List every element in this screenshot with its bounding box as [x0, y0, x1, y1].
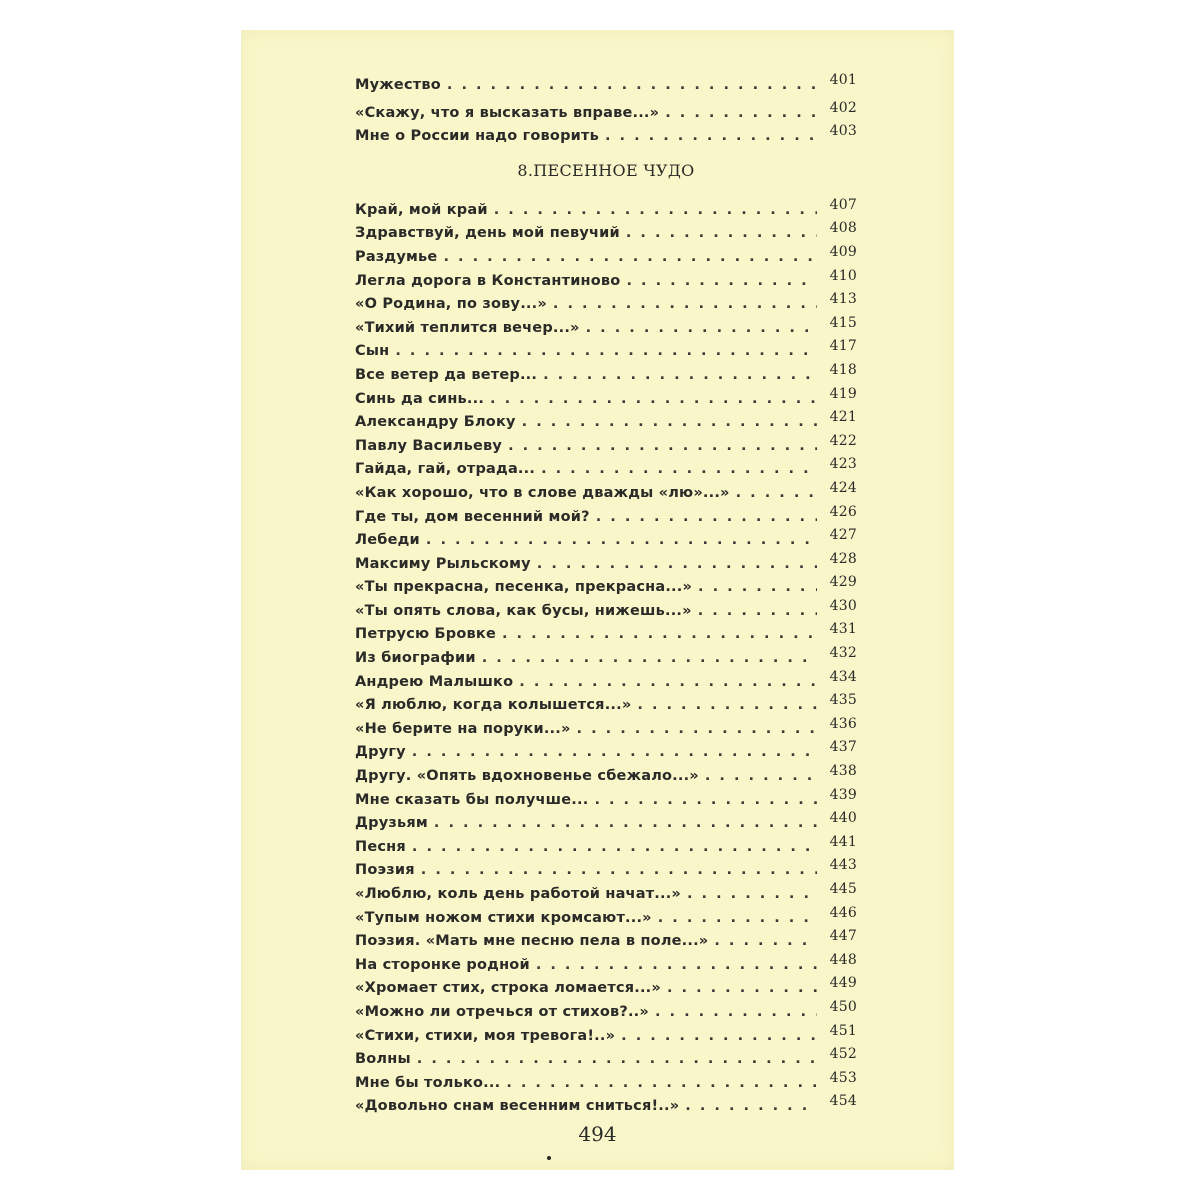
dot-leader	[698, 600, 817, 624]
toc-entry-page: 427	[829, 527, 857, 544]
dot-leader	[417, 1048, 817, 1072]
toc-entry	[355, 930, 857, 954]
toc-entry	[355, 125, 857, 149]
toc-entry	[355, 1048, 857, 1072]
toc-entry-page: 410	[829, 267, 857, 284]
dot-leader	[522, 411, 817, 435]
toc-entry-page: 435	[829, 692, 857, 709]
toc-entry	[355, 668, 857, 695]
toc-entry-title: Край, мой край	[355, 201, 488, 218]
toc-entry	[355, 479, 857, 506]
toc-entry-title: Другу	[355, 744, 406, 761]
toc-entry-page: 440	[829, 810, 857, 827]
toc-entry-title: Сын	[355, 343, 390, 360]
toc-entry-title: Легла дорога в Константиново	[355, 272, 621, 289]
toc-entry	[355, 597, 857, 624]
dot-leader	[395, 340, 817, 364]
toc-entry-title: Андрею Малышко	[355, 673, 514, 690]
dot-leader	[543, 364, 817, 388]
dot-leader	[494, 199, 817, 223]
toc-entry-page: 447	[829, 928, 857, 945]
dot-leader	[508, 435, 817, 459]
toc-entry	[355, 222, 857, 246]
toc-entry	[355, 1022, 857, 1049]
toc-entry-page: 437	[829, 739, 857, 756]
dot-leader	[705, 765, 817, 789]
dot-leader	[536, 954, 817, 978]
toc-section-entries	[355, 196, 857, 1119]
dot-leader	[637, 694, 817, 718]
dot-leader	[426, 529, 817, 553]
toc-entry	[355, 340, 857, 364]
toc-entry	[355, 196, 857, 223]
toc-entry-title: «Люблю, коль день работой начат...»	[355, 886, 681, 902]
toc-entry	[355, 812, 857, 836]
toc-entry-title: «Как хорошо, что в слове дважды «лю»...»	[355, 484, 730, 501]
dot-leader	[685, 1095, 817, 1119]
dot-leader	[421, 859, 817, 883]
dot-leader	[434, 812, 817, 836]
toc-entry-page: 438	[829, 763, 857, 780]
toc-entry	[355, 361, 857, 388]
dot-leader	[658, 907, 817, 931]
toc-entry-page: 436	[829, 715, 857, 732]
toc-entry	[355, 243, 857, 270]
toc-entry	[355, 998, 857, 1025]
dot-leader	[655, 1001, 817, 1025]
toc-entry-title: Мне сказать бы получше...	[355, 791, 589, 808]
toc-entry	[355, 99, 857, 126]
dot-leader	[698, 576, 817, 600]
toc-entry-title: Песня	[355, 838, 406, 855]
book-page	[241, 30, 954, 1170]
toc-entry	[355, 715, 857, 742]
toc-entry-page: 430	[829, 597, 857, 614]
toc-entry	[355, 977, 857, 1001]
toc-entry-title: «Довольно снам весенним сниться!..»	[355, 1098, 680, 1115]
toc-entry-page: 448	[829, 951, 857, 968]
toc-entry-title: Александру Блоку	[355, 414, 516, 431]
toc-entry-title: Где ты, дом весенний мой?	[355, 508, 590, 525]
toc-entry-title: Петрусю Бровке	[355, 626, 496, 643]
print-mark	[547, 1156, 551, 1160]
toc-entry	[355, 623, 857, 647]
toc-entry-page: 429	[829, 574, 857, 591]
toc-entry	[355, 1095, 857, 1119]
toc-entry-title: Поэзия	[355, 862, 415, 879]
toc-entry-title: Синь да синь...	[355, 390, 485, 407]
dot-leader	[586, 317, 817, 341]
dot-leader	[412, 836, 817, 860]
dot-leader	[443, 246, 817, 270]
toc-entry-title: Другу. «Опять вдохновенье сбежало...»	[355, 768, 699, 785]
dot-leader	[412, 741, 817, 765]
toc-entry-page: 445	[829, 881, 857, 897]
dot-leader	[596, 506, 817, 530]
toc-entry	[355, 74, 857, 98]
dot-leader	[687, 883, 817, 907]
dot-leader	[714, 930, 817, 954]
toc-entry-page: 421	[829, 409, 857, 426]
toc-entry-page: 407	[829, 196, 857, 213]
dot-leader	[626, 270, 817, 294]
dot-leader	[502, 623, 817, 647]
toc-entry	[355, 550, 857, 577]
toc-entry-title: Все ветер да ветер...	[355, 366, 538, 383]
dot-leader	[490, 388, 817, 412]
toc-entry-page: 449	[829, 975, 857, 992]
dot-leader	[605, 125, 817, 149]
dot-leader	[541, 458, 817, 482]
toc-entry-title: Максиму Рыльскому	[355, 555, 531, 572]
toc-entry-page: 443	[829, 857, 857, 874]
toc-entry-page: 434	[829, 668, 857, 685]
toc-entry-page: 453	[829, 1069, 857, 1086]
toc-entry-title: «О Родина, по зову...»	[355, 296, 547, 313]
toc-entry	[355, 951, 857, 978]
toc-entry	[355, 859, 857, 883]
toc-entry-page: 413	[829, 291, 857, 308]
toc-entry-title: Поэзия. «Мать мне песню пела в поле...»	[355, 933, 709, 950]
dot-leader	[537, 553, 817, 577]
dot-leader	[519, 671, 817, 695]
toc-entry-page: 417	[829, 338, 857, 355]
toc-entry	[355, 694, 857, 718]
toc-entry	[355, 314, 857, 341]
dot-leader	[482, 647, 817, 671]
toc-entry-title: «Хромает стих, строка ломается...»	[355, 980, 661, 997]
toc-entry-title: Волны	[355, 1051, 411, 1068]
toc-entry-title: «Я люблю, когда колышется...»	[355, 697, 632, 714]
toc-entry-page: 450	[829, 998, 857, 1015]
toc-entry-title: Раздумье	[355, 248, 438, 265]
toc-entry-title: «Тихий теплится вечер...»	[355, 319, 580, 336]
toc-entry-title: «Не берите на поруки...»	[355, 720, 571, 737]
toc-entry-page: 401	[829, 72, 857, 88]
toc-entry-page: 422	[829, 432, 857, 449]
toc-entry	[355, 267, 857, 294]
toc-entry-title: Друзьям	[355, 815, 428, 832]
toc-entry-title: Лебеди	[355, 532, 420, 549]
toc-entry-page: 408	[829, 220, 857, 237]
dot-leader	[553, 293, 817, 317]
toc-entry	[355, 904, 857, 931]
toc-entry-page: 409	[829, 243, 857, 260]
toc-entry-title: «Можно ли отречься от стихов?..»	[355, 1003, 649, 1020]
toc-entry-page: 451	[829, 1022, 857, 1039]
toc-entry	[355, 576, 857, 600]
toc-entry-page: 441	[829, 833, 857, 850]
toc-entry-title: «Ты опять слова, как бусы, нижешь...»	[355, 602, 692, 619]
page-number: 494	[578, 1122, 617, 1146]
table-of-contents	[355, 74, 857, 1119]
toc-entry-title: «Тупым ножом стихи кромсают...»	[355, 909, 652, 926]
toc-entry-title: Павлу Васильеву	[355, 437, 503, 454]
toc-entry	[355, 385, 857, 412]
toc-entry-title: Гайда, гай, отрада...	[355, 461, 536, 478]
dot-leader	[621, 1025, 817, 1049]
dot-leader	[667, 977, 817, 1001]
toc-entry-page: 403	[829, 123, 857, 140]
dot-leader	[626, 222, 817, 246]
toc-entry-title: Из биографии	[355, 650, 476, 667]
section-title: 8.ПЕСЕННОЕ ЧУДО	[517, 160, 695, 180]
toc-entry-page: 428	[829, 550, 857, 567]
toc-entry-page: 423	[829, 456, 857, 473]
toc-entry	[355, 458, 857, 482]
toc-entry-page: 446	[829, 904, 857, 921]
toc-entry-title: «Скажу, что я высказать вправе...»	[355, 104, 660, 121]
toc-entry-page: 454	[829, 1093, 857, 1110]
toc-entry	[355, 833, 857, 860]
toc-entry-page: 424	[829, 479, 857, 496]
toc-entry-page: 431	[829, 621, 857, 638]
toc-entry-title: На сторонке родной	[355, 956, 530, 973]
toc-entry-title: Мне о России надо говорить	[355, 128, 599, 145]
toc-entry-page: 439	[829, 786, 857, 803]
toc-entry-page: 415	[829, 314, 857, 331]
toc-entry-page: 432	[829, 645, 857, 662]
dot-leader	[594, 789, 817, 813]
dot-leader	[506, 1072, 817, 1096]
dot-leader	[665, 102, 817, 126]
toc-entry	[355, 883, 857, 907]
toc-entry	[355, 503, 857, 530]
toc-entry-page: 452	[829, 1046, 857, 1063]
dot-leader	[447, 74, 817, 98]
dot-leader	[736, 482, 817, 506]
toc-entry	[355, 741, 857, 765]
toc-entry	[355, 1069, 857, 1096]
toc-entry-page: 426	[829, 503, 857, 520]
toc-entry-page: 418	[829, 361, 857, 378]
toc-entry-page: 402	[829, 99, 857, 116]
toc-entry	[355, 411, 857, 435]
toc-entry-title: «Ты прекрасна, песенка, прекрасна...»	[355, 579, 693, 596]
toc-entry-title: Здравствуй, день мой певучий	[355, 225, 620, 242]
toc-entry-title: Мне бы только...	[355, 1074, 501, 1091]
dot-leader	[577, 718, 817, 742]
toc-entry	[355, 786, 857, 813]
toc-entry	[355, 293, 857, 317]
toc-entry	[355, 432, 857, 459]
toc-entry	[355, 765, 857, 789]
toc-entry-title: Мужество	[355, 77, 441, 93]
toc-top-entries	[355, 74, 857, 149]
toc-entry-title: «Стихи, стихи, моя тревога!..»	[355, 1027, 616, 1044]
toc-entry-page: 419	[829, 385, 857, 402]
toc-entry	[355, 647, 857, 671]
toc-entry	[355, 529, 857, 553]
